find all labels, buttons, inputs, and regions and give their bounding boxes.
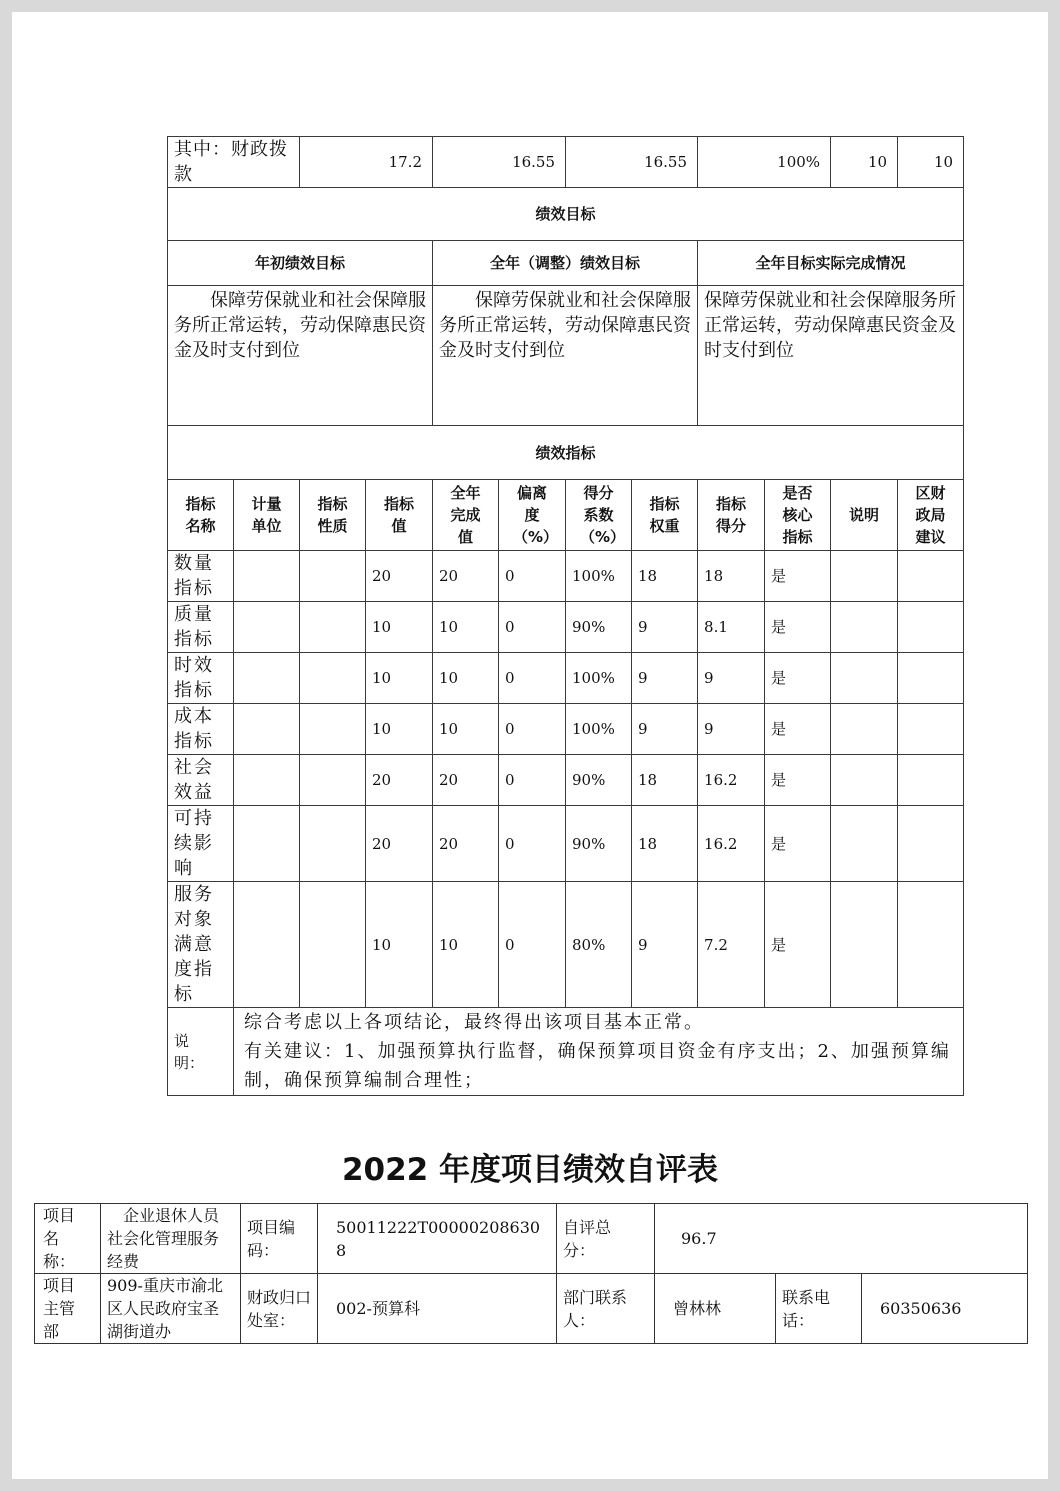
contact-label: 部门联系人： [557, 1274, 655, 1344]
indicator-advice [898, 882, 964, 1008]
table-row [168, 704, 964, 755]
dept-label: 项目主管部 [35, 1274, 101, 1344]
goal-header-actual: 全年目标实际完成情况 [698, 241, 964, 286]
indicator-score: 9 [698, 704, 765, 755]
indicator-note [831, 806, 898, 882]
indicator-coef: 90% [566, 806, 632, 882]
indicator-deviation: 0 [499, 882, 566, 1008]
header-core: 是否核心指标 [765, 480, 831, 551]
indicator-weight: 18 [632, 755, 698, 806]
goal-header-adjusted: 全年（调整）绩效目标 [433, 241, 698, 286]
fund-label: 其中：财政拨款 [168, 137, 300, 188]
indicator-deviation: 0 [499, 551, 566, 602]
indicator-nature [300, 806, 366, 882]
indicator-value: 10 [366, 704, 433, 755]
indicator-name: 成本指标 [168, 704, 234, 755]
indicators-header-row [168, 480, 964, 551]
adjusted-budget: 16.55 [433, 137, 566, 188]
indicator-score: 9 [698, 653, 765, 704]
phone-value: 60350636 [862, 1274, 1028, 1344]
indicator-note [831, 602, 898, 653]
indicator-unit [234, 653, 300, 704]
finance-office-value: 002-预算科 [318, 1274, 557, 1344]
explanation-line-2: 有关建议：1、加强预算执行监督，确保预算项目资金有序支出；2、加强预算编制，确保预算编制合理性； [244, 1041, 951, 1091]
indicator-advice [898, 653, 964, 704]
explanation-row [168, 1008, 964, 1096]
indicator-coef: 100% [566, 653, 632, 704]
indicator-name: 社会效益 [168, 755, 234, 806]
goals-text-row [168, 286, 964, 426]
indicator-advice [898, 704, 964, 755]
indicator-score: 18 [698, 551, 765, 602]
indicator-actual: 10 [433, 653, 499, 704]
indicator-score: 7.2 [698, 882, 765, 1008]
table-row [168, 551, 964, 602]
indicator-core: 是 [765, 551, 831, 602]
indicator-coef: 90% [566, 755, 632, 806]
indicator-advice [898, 755, 964, 806]
indicator-actual: 10 [433, 882, 499, 1008]
indicators-section-title: 绩效指标 [168, 426, 964, 480]
indicator-nature [300, 653, 366, 704]
indicator-value: 10 [366, 653, 433, 704]
fund-weight: 10 [831, 137, 898, 188]
indicator-core: 是 [765, 602, 831, 653]
header-indicator-name: 指标名称 [168, 480, 234, 551]
indicator-note [831, 653, 898, 704]
info-row-2 [35, 1274, 1028, 1344]
indicator-note [831, 882, 898, 1008]
header-score-coef: 得分系数（%） [566, 480, 632, 551]
table-row [168, 882, 964, 1008]
indicator-name: 可持续影响 [168, 806, 234, 882]
indicator-weight: 9 [632, 704, 698, 755]
header-deviation: 偏离度（%） [499, 480, 566, 551]
indicator-weight: 9 [632, 882, 698, 1008]
header-advice: 区财政局建议 [898, 480, 964, 551]
indicator-score: 8.1 [698, 602, 765, 653]
indicator-name: 服务对象满意度指标 [168, 882, 234, 1008]
indicator-name: 数量指标 [168, 551, 234, 602]
document-page [12, 12, 1048, 1479]
indicator-value: 10 [366, 882, 433, 1008]
self-score-value: 96.7 [655, 1204, 1028, 1274]
table-row [168, 755, 964, 806]
header-unit: 计量单位 [234, 480, 300, 551]
indicator-actual: 10 [433, 602, 499, 653]
indicator-advice [898, 551, 964, 602]
project-code-value: 50011222T000002086308 [318, 1204, 557, 1274]
indicator-core: 是 [765, 704, 831, 755]
header-nature: 指标性质 [300, 480, 366, 551]
header-actual-value: 全年完成值 [433, 480, 499, 551]
goal-header-initial: 年初绩效目标 [168, 241, 433, 286]
indicator-name: 质量指标 [168, 602, 234, 653]
fund-row [168, 137, 964, 188]
performance-table [167, 136, 964, 1096]
execution-rate: 100% [698, 137, 831, 188]
indicator-name: 时效指标 [168, 653, 234, 704]
indicator-core: 是 [765, 882, 831, 1008]
finance-office-label: 财政归口处室： [241, 1274, 318, 1344]
indicator-unit [234, 806, 300, 882]
indicator-value: 20 [366, 806, 433, 882]
indicator-unit [234, 882, 300, 1008]
indicator-deviation: 0 [499, 755, 566, 806]
indicator-value: 20 [366, 551, 433, 602]
indicator-advice [898, 602, 964, 653]
indicator-note [831, 755, 898, 806]
fund-score: 10 [898, 137, 964, 188]
explanation-text [234, 1008, 964, 1096]
explanation-label: 说明： [168, 1008, 234, 1096]
goal-text-actual: 保障劳保就业和社会保障服务所正常运转，劳动保障惠民资金及时支付到位 [698, 286, 964, 426]
table-row [168, 806, 964, 882]
indicator-actual: 20 [433, 806, 499, 882]
indicator-actual: 20 [433, 755, 499, 806]
indicator-value: 20 [366, 755, 433, 806]
info-row-1 [35, 1204, 1028, 1274]
indicator-coef: 100% [566, 551, 632, 602]
indicator-nature [300, 551, 366, 602]
self-score-label: 自评总分： [557, 1204, 655, 1274]
indicator-nature [300, 602, 366, 653]
goals-section-title: 绩效目标 [168, 188, 964, 241]
indicator-advice [898, 806, 964, 882]
indicator-score: 16.2 [698, 806, 765, 882]
indicator-nature [300, 704, 366, 755]
form-title: 2022 年度项目绩效自评表 [341, 1152, 719, 1188]
indicator-deviation: 0 [499, 704, 566, 755]
indicator-weight: 18 [632, 806, 698, 882]
header-score: 指标得分 [698, 480, 765, 551]
phone-label: 联系电话： [776, 1274, 862, 1344]
indicator-coef: 100% [566, 704, 632, 755]
header-note: 说明 [831, 480, 898, 551]
explanation-line-1: 综合考虑以上各项结论，最终得出该项目基本正常。 [244, 1012, 704, 1033]
indicator-unit [234, 602, 300, 653]
project-info-table [34, 1203, 1028, 1344]
indicator-note [831, 551, 898, 602]
project-code-label: 项目编码： [241, 1204, 318, 1274]
indicator-coef: 80% [566, 882, 632, 1008]
indicator-unit [234, 755, 300, 806]
table-row [168, 653, 964, 704]
indicator-weight: 18 [632, 551, 698, 602]
indicator-core: 是 [765, 755, 831, 806]
indicator-nature [300, 882, 366, 1008]
indicator-actual: 20 [433, 551, 499, 602]
indicator-unit [234, 704, 300, 755]
table-row [168, 602, 964, 653]
goals-header-row [168, 241, 964, 286]
annual-budget: 17.2 [300, 137, 433, 188]
executed-amount: 16.55 [566, 137, 698, 188]
indicator-unit [234, 551, 300, 602]
header-target-value: 指标值 [366, 480, 433, 551]
indicator-coef: 90% [566, 602, 632, 653]
indicator-deviation: 0 [499, 806, 566, 882]
contact-value: 曾林林 [655, 1274, 776, 1344]
indicator-weight: 9 [632, 653, 698, 704]
indicator-note [831, 704, 898, 755]
indicator-core: 是 [765, 806, 831, 882]
indicator-actual: 10 [433, 704, 499, 755]
indicator-deviation: 0 [499, 602, 566, 653]
project-name-value: 企业退休人员社会化管理服务经费 [101, 1204, 241, 1274]
goal-text-initial: 保障劳保就业和社会保障服务所正常运转，劳动保障惠民资金及时支付到位 [168, 286, 433, 426]
indicator-core: 是 [765, 653, 831, 704]
indicator-score: 16.2 [698, 755, 765, 806]
header-weight: 指标权重 [632, 480, 698, 551]
indicator-weight: 9 [632, 602, 698, 653]
indicator-deviation: 0 [499, 653, 566, 704]
goal-text-adjusted: 保障劳保就业和社会保障服务所正常运转，劳动保障惠民资金及时支付到位 [433, 286, 698, 426]
project-name-label: 项目名称： [35, 1204, 101, 1274]
indicator-nature [300, 755, 366, 806]
indicator-value: 10 [366, 602, 433, 653]
dept-value: 909-重庆市渝北区人民政府宝圣湖街道办 [101, 1274, 241, 1344]
